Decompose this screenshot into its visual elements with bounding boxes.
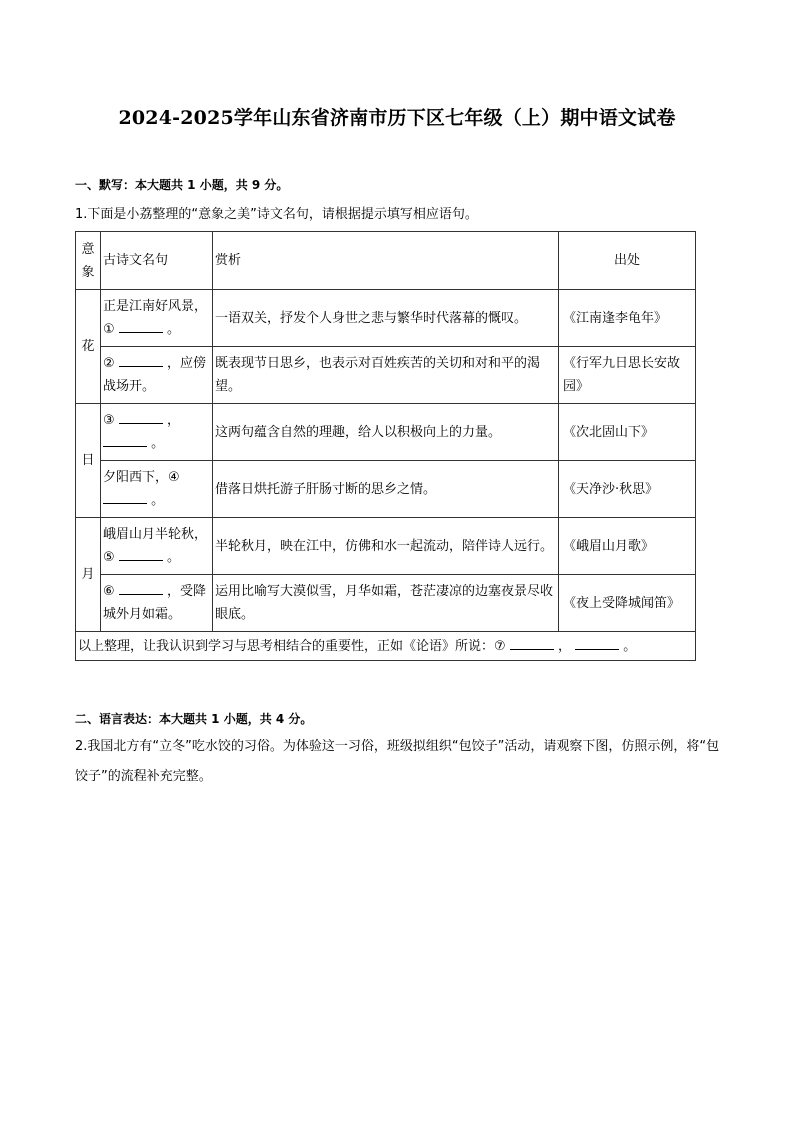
poem-line-cell — [101, 347, 213, 404]
page-title: 2024-2025学年山东省济南市历下区七年级（上）期中语文试卷 — [118, 107, 676, 129]
imagery-flower: 花 — [76, 290, 101, 404]
source-cell: 《次北固山下》 — [559, 404, 696, 461]
answer-blank-4[interactable] — [103, 489, 147, 504]
summary-end: 。 — [623, 638, 637, 654]
poem-line-text: 正是江南好风景，① — [103, 299, 208, 337]
answer-blank-6[interactable] — [119, 580, 163, 595]
analysis-cell: 这两句蕴含自然的理趣，给人以积极向上的力量。 — [213, 404, 559, 461]
poem-line-punct: 。 — [151, 436, 165, 451]
table-summary-row — [76, 632, 696, 661]
question-2-text: 2.我国北方有“立冬”吃水饺的习俗。为体验这一习俗，班级拟组织“包饺子”活动，请观察下图，仿照示例，将“包饺子”的流程补充完整。 — [75, 739, 720, 784]
analysis-cell: 半轮秋月，映在江中，仿佛和水一起流动，陪伴诗人远行。 — [213, 518, 559, 575]
source-cell: 《峨眉山月歌》 — [559, 518, 696, 575]
section-heading-1: 一、默写：本大题共 1 小题，共 9 分。 — [75, 178, 289, 192]
poem-line-punct: 。 — [166, 322, 180, 337]
poem-line-punct: ，应傍战场开。 — [103, 356, 206, 394]
poem-line-punct: ， — [166, 413, 180, 428]
header-imagery: 意象 — [76, 232, 101, 290]
section-heading-2: 二、语言表达：本大题共 1 小题，共 4 分。 — [75, 712, 313, 726]
question-1-text: 1.下面是小荔整理的“意象之美”诗文名句，请根据提示填写相应语句。 — [75, 207, 478, 222]
poem-line-cell — [101, 575, 213, 632]
poem-line-text: ③ — [103, 413, 115, 428]
poem-line-punct: 。 — [151, 493, 165, 508]
table-row — [76, 290, 696, 347]
poem-line-punct: ，受降城外月如霜。 — [103, 584, 206, 622]
header-source: 出处 — [559, 232, 696, 290]
table-row — [76, 347, 696, 404]
table-row — [76, 518, 696, 575]
poem-line-cell — [101, 290, 213, 347]
summary-sep: ， — [557, 638, 571, 654]
answer-blank-7a[interactable] — [510, 635, 554, 650]
table-row — [76, 404, 696, 461]
answer-blank-1[interactable] — [119, 318, 163, 333]
answer-blank-7b[interactable] — [575, 635, 619, 650]
poem-line-text: ⑥ — [103, 584, 115, 599]
source-cell: 《行军九日思长安故园》 — [559, 347, 696, 404]
answer-blank-2[interactable] — [119, 352, 163, 367]
analysis-cell: 运用比喻写大漠似雪，月华如霜，苍茫凄凉的边塞夜景尽收眼底。 — [213, 575, 559, 632]
poem-line-cell — [101, 404, 213, 461]
source-cell: 《江南逢李龟年》 — [559, 290, 696, 347]
poem-line-cell — [101, 518, 213, 575]
poem-line-cell — [101, 461, 213, 518]
analysis-cell: 一语双关，抒发个人身世之悲与繁华时代落幕的慨叹。 — [213, 290, 559, 347]
imagery-moon: 月 — [76, 518, 101, 632]
table-row — [76, 461, 696, 518]
analysis-cell: 既表现节日思乡，也表示对百姓疾苦的关切和对和平的渴望。 — [213, 347, 559, 404]
source-cell: 《天净沙·秋思》 — [559, 461, 696, 518]
summary-cell — [76, 632, 696, 661]
header-line: 古诗文名句 — [101, 232, 213, 290]
imagery-sun: 日 — [76, 404, 101, 518]
analysis-cell: 借落日烘托游子肝肠寸断的思乡之情。 — [213, 461, 559, 518]
poem-line-punct: 。 — [166, 550, 180, 565]
poem-line-text: ② — [103, 356, 115, 371]
summary-text: 以上整理，让我认识到学习与思考相结合的重要性，正如《论语》所说：⑦ — [78, 638, 506, 654]
table-header-row — [76, 232, 696, 290]
table-row — [76, 575, 696, 632]
answer-blank-3a[interactable] — [119, 409, 163, 424]
answer-blank-5[interactable] — [119, 546, 163, 561]
poem-line-text: 夕阳西下，④ — [103, 470, 180, 485]
source-cell: 《夜上受降城闻笛》 — [559, 575, 696, 632]
poem-line-text: 峨眉山月半轮秋，⑤ — [103, 527, 208, 565]
poem-table — [75, 231, 696, 661]
answer-blank-3b[interactable] — [103, 432, 147, 447]
header-analysis: 赏析 — [213, 232, 559, 290]
